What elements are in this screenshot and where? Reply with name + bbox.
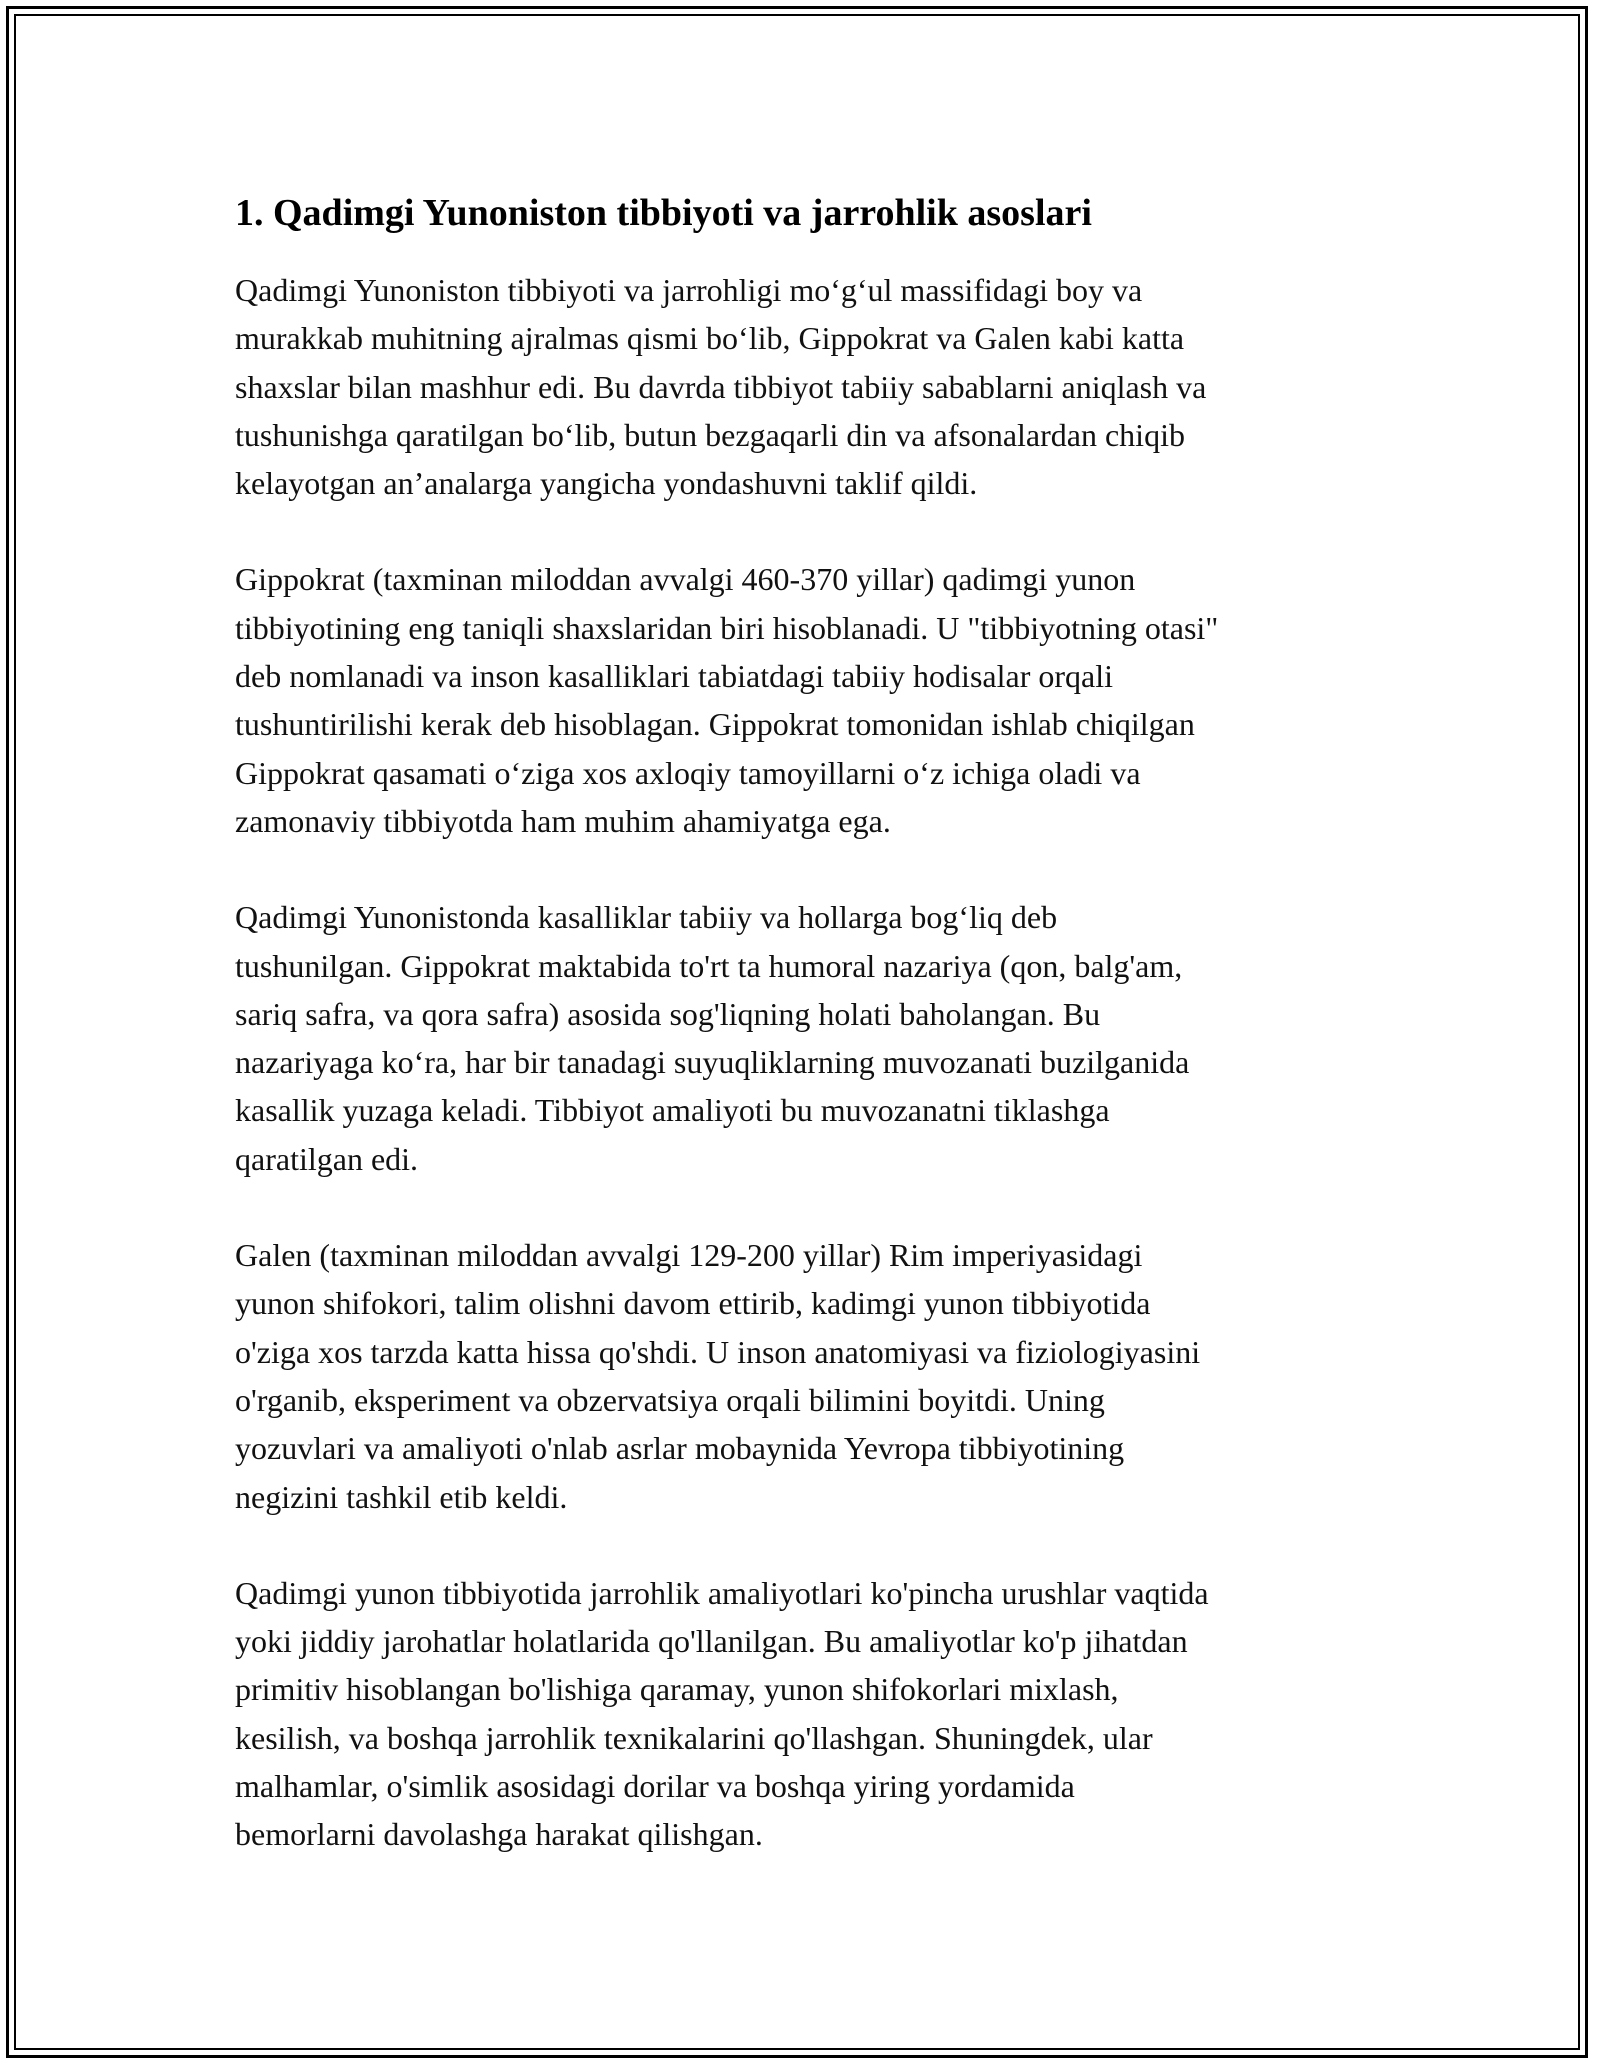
line: Qadimgi Yunonistonda kasalliklar tabiiy va hollarga bog‘liq deb: [235, 899, 1058, 936]
line: primitiv hisoblangan bo'lishiga qaramay, yunon shifokorlari mixlash,: [235, 1671, 1119, 1708]
line: Galen (taxminan miloddan avvalgi 129-200 yillar) Rim imperiyasidagi: [235, 1237, 1143, 1274]
line: tibbiyotining eng taniqli shaxslaridan biri hisoblanadi. U "tibbiyotning otasi": [235, 609, 1219, 646]
section-heading: 1. Qadimgi Yunoniston tibbiyoti va jarrohlik asoslari: [235, 192, 1092, 234]
line: shaxslar bilan mashhur edi. Bu davrda tibbiyot tabiiy sabablarni aniqlash va: [235, 368, 1207, 405]
line: tushunishga qaratilgan bo‘lib, butun bezgaqarli din va afsonalardan chiqib: [235, 416, 1185, 453]
line: kelayotgan an’analarga yangicha yondashuvni taklif qildi.: [235, 465, 978, 502]
paragraph-3: [235, 893, 1395, 1183]
line: Gippokrat qasamati o‘ziga xos axloqiy tamoyillarni o‘z ichiga oladi va: [235, 754, 1141, 791]
line: Gippokrat (taxminan miloddan avvalgi 460-370 yillar) qadimgi yunon: [235, 561, 1136, 598]
line: kesilish, va boshqa jarrohlik texnikalarini qo'llashgan. Shuningdek, ular: [235, 1719, 1153, 1756]
line: zamonaviy tibbiyotda ham muhim ahamiyatga ega.: [235, 802, 891, 839]
line: qaratilgan edi.: [235, 1140, 419, 1177]
paragraph-4: [235, 1231, 1395, 1521]
line: Qadimgi yunon tibbiyotida jarrohlik amaliyotlari ko'pincha urushlar vaqtida: [235, 1574, 1209, 1611]
line: tushunilgan. Gippokrat maktabida to'rt ta humoral nazariya (qon, balg'am,: [235, 947, 1183, 984]
line: negizini tashkil etib keldi.: [235, 1478, 568, 1515]
line: malhamlar, o'simlik asosidagi dorilar va boshqa yiring yordamida: [235, 1768, 1075, 1805]
document-body: [235, 186, 1395, 1907]
line: o'ziga xos tarzda katta hissa qo'shdi. U inson anatomiyasi va fiziologiyasini: [235, 1333, 1201, 1370]
line: deb nomlanadi va inson kasalliklari tabiatdagi tabiiy hodisalar orqali: [235, 658, 1113, 695]
line: bemorlarni davolashga harakat qilishgan.: [235, 1816, 763, 1853]
line: nazariyaga ko‘ra, har bir tanadagi suyuqliklarning muvozanati buzilganida: [235, 1044, 1190, 1081]
line: kasallik yuzaga keladi. Tibbiyot amaliyoti bu muvozanatni tiklashga: [235, 1092, 1110, 1129]
line: sariq safra, va qora safra) asosida sog'liqning holati baholangan. Bu: [235, 995, 1101, 1032]
line: Qadimgi Yunoniston tibbiyoti va jarrohligi mo‘g‘ul massifidagi boy va: [235, 272, 1143, 308]
line: yunon shifokori, talim olishni davom ettirib, kadimgi yunon tibbiyotida: [235, 1285, 1151, 1322]
line: o'rganib, eksperiment va obzervatsiya orqali bilimini boyitdi. Uning: [235, 1381, 1105, 1418]
paragraph-1: [235, 266, 1395, 507]
paragraph-2: [235, 555, 1395, 845]
line: yoki jiddiy jarohatlar holatlarida qo'llanilgan. Bu amaliyotlar ko'p jihatdan: [235, 1623, 1188, 1660]
line: yozuvlari va amaliyoti o'nlab asrlar mobaynida Yevropa tibbiyotining: [235, 1430, 1125, 1467]
line: murakkab muhitning ajralmas qismi bo‘lib, Gippokrat va Galen kabi katta: [235, 320, 1185, 357]
line: tushuntirilishi kerak deb hisoblagan. Gippokrat tomonidan ishlab chiqilgan: [235, 706, 1195, 743]
paragraph-5: [235, 1569, 1395, 1859]
